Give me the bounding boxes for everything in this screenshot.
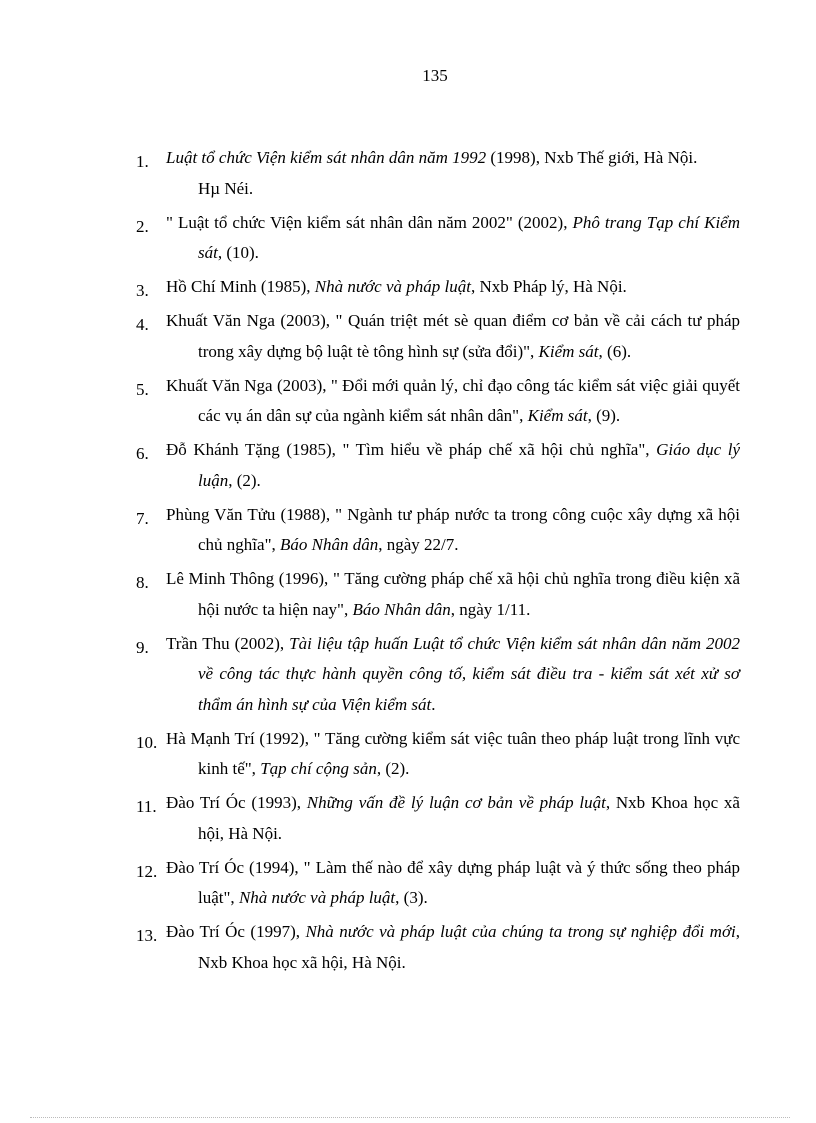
reference-title-italic: Giáo dục lý luận (198, 440, 740, 490)
reference-item (128, 629, 740, 721)
reference-title-italic: Những vấn đề lý luận cơ bản về pháp luật (306, 793, 606, 812)
reference-title-italic: Luật tổ chức Viện kiểm sát nhân dân năm 1992 (166, 148, 487, 167)
reference-number: 6. (136, 444, 149, 463)
reference-item (128, 272, 740, 303)
reference-text-segment: Đào Trí Óc (1994), " Làm thế nào để xây dựng pháp luật và ý thức sống theo pháp luật", (166, 857, 740, 907)
reference-item (128, 435, 740, 496)
reference-text (166, 853, 740, 914)
reference-number: 2. (136, 216, 149, 236)
reference-text-segment: , Nxb Khoa học xã hội, Hà Nội. (198, 793, 740, 843)
reference-number: 11. (136, 797, 157, 816)
reference-title-italic: Kiểm sát (538, 341, 599, 361)
reference-text (166, 724, 740, 785)
reference-text-segment: , ngày 1/11. (450, 599, 531, 619)
reference-number: 13. (136, 926, 158, 945)
reference-item (128, 564, 740, 625)
reference-list (128, 143, 740, 982)
reference-text-segment: Lê Minh Thông (1996), " Tăng cường pháp chế xã hội chủ nghĩa trong điều kiện xã hội nước ta hiện nay", (166, 569, 740, 619)
page-number: 135 (422, 66, 448, 85)
reference-title-italic: Kiểm sát (527, 406, 588, 425)
reference-text-segment: , Nxb Khoa học xã hội, Hà Nội. (198, 922, 740, 972)
reference-number: 8. (136, 573, 149, 592)
reference-title-italic: Tạp chí cộng sản (260, 759, 377, 778)
reference-item (128, 208, 740, 269)
reference-item (128, 306, 740, 367)
reference-text-segment: Hà Mạnh Trí (1992), " Tăng cường kiểm sát việc tuân theo pháp luật trong lĩnh vực kinh tế", (166, 728, 740, 778)
reference-text-segment: Khuất Văn Nga (2003), " Đổi mới quản lý, chỉ đạo công tác kiểm sát việc giải quyết các vụ án dân sự của ngành kiểm sát nhân dân", (166, 375, 740, 425)
reference-title-italic: Tài liệu tập huấn Luật tổ chức Viện kiểm sát nhân dân năm 2002 về công tác thực hành quyền công tố, kiểm sát điều tra - kiểm sát xét xử sơ thẩm án hình sự của Viện kiểm sát (198, 633, 740, 714)
reference-number: 4. (136, 315, 149, 334)
reference-number: 5. (136, 379, 149, 399)
reference-text-segment: , (2). (376, 759, 410, 778)
reference-text-segment: Đào Trí Óc (1997), (166, 922, 306, 941)
reference-number: 1. (136, 152, 149, 171)
reference-text-segment: , (9). (587, 406, 621, 425)
reference-text (166, 788, 740, 849)
reference-text (166, 143, 740, 174)
reference-item (128, 917, 740, 978)
reference-text (166, 435, 740, 496)
reference-item (128, 500, 740, 561)
reference-number: 10. (136, 732, 158, 752)
reference-text (166, 500, 740, 561)
reference-text-segment: . (431, 694, 436, 714)
reference-text (166, 306, 740, 367)
reference-text-segment: , (10). (217, 243, 259, 262)
reference-text (166, 208, 740, 269)
reference-text (166, 629, 740, 721)
reference-text-segment: Hồ Chí Minh (1985), (166, 277, 315, 296)
reference-title-italic: Báo Nhân dân (280, 535, 379, 554)
reference-extra-line: Hµ Néi. (198, 178, 254, 198)
reference-text-segment: , ngày 22/7. (378, 535, 459, 554)
reference-text-segment: , (2). (228, 470, 261, 490)
reference-text (166, 272, 740, 303)
reference-text-segment: Phùng Văn Tửu (1988), " Ngành tư pháp nước ta trong công cuộc xây dựng xã hội chủ nghĩa", (166, 504, 740, 554)
reference-item (128, 788, 740, 849)
reference-number: 12. (136, 861, 158, 881)
reference-item (128, 143, 740, 204)
reference-title-italic: Nhà nước và pháp luật của chúng ta trong sự nghiệp đổi mới (305, 922, 736, 941)
reference-text-segment: , (3). (395, 888, 428, 907)
reference-number: 7. (136, 508, 149, 528)
reference-text-segment: Khuất Văn Nga (2003), " Quán triệt mét sè quan điểm cơ bản về cải cách tư pháp trong xây dựng bộ luật tè tông hình sự (sửa đổi)", (166, 311, 740, 361)
reference-text-segment: " Luật tổ chức Viện kiểm sát nhân dân năm 2002" (2002), (166, 212, 573, 232)
reference-number: 3. (136, 281, 149, 300)
reference-title-italic: Phô trang Tạp chí Kiểm sát (198, 212, 740, 262)
reference-title-italic: Báo Nhân dân (352, 599, 451, 619)
reference-text-segment: Trần Thu (2002), (166, 633, 290, 653)
reference-text-segment: (1998), Nxb Thế giới, Hà Nội. (486, 148, 698, 167)
reference-text (166, 917, 740, 978)
reference-item (128, 724, 740, 785)
reference-text-segment: Đào Trí Óc (1993), (166, 793, 307, 812)
reference-text (166, 564, 740, 625)
footer-divider (30, 1117, 790, 1118)
reference-title-italic: Nhà nước và pháp luật (238, 888, 396, 907)
reference-number: 9. (136, 637, 149, 657)
reference-text (166, 371, 740, 432)
reference-text-segment: Đỗ Khánh Tặng (1985), " Tìm hiểu về pháp chế xã hội chủ nghĩa", (166, 440, 657, 459)
reference-item (128, 371, 740, 432)
reference-text-segment: , (6). (598, 341, 632, 361)
reference-title-italic: Nhà nước và pháp luật (314, 277, 471, 296)
reference-item (128, 853, 740, 914)
reference-text-segment: , Nxb Pháp lý, Hà Nội. (470, 277, 627, 296)
